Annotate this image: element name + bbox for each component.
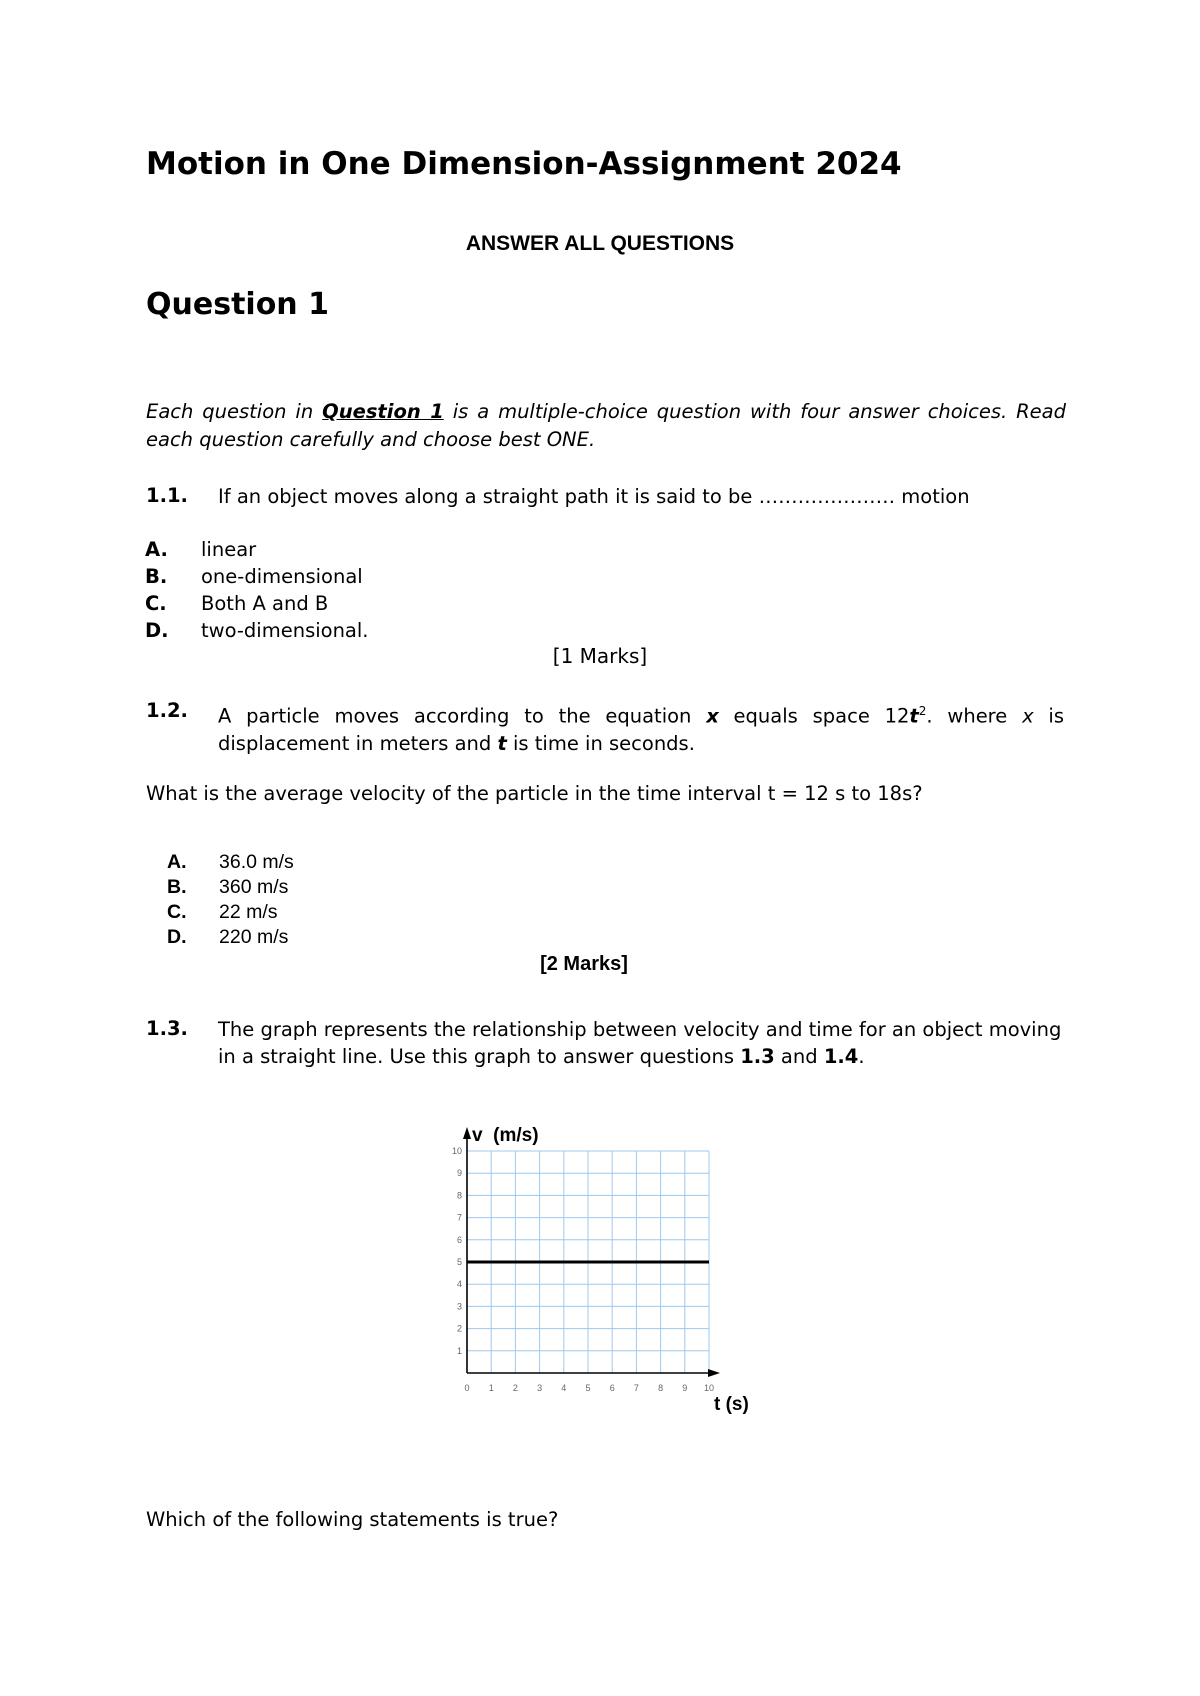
x-tick-label: 1 [488, 1383, 494, 1393]
y-tick-label: 3 [456, 1301, 462, 1312]
question-number-1-1: 1.1. [146, 484, 188, 507]
y-tick-label: 9 [456, 1168, 462, 1179]
x-tick-label: 7 [633, 1383, 639, 1393]
q12-text-b: equals space 12 [718, 704, 910, 728]
option-letter: D. [145, 619, 169, 642]
y-tick-label: 2 [456, 1323, 462, 1334]
option-text: 22 m/s [219, 901, 278, 923]
option-text: linear [201, 538, 257, 561]
option-text: 220 m/s [219, 926, 289, 948]
q12-text-a: A particle moves according to the equation [218, 704, 707, 728]
intro-text-after: is a multiple-choice question with four answer choices. Read each question carefully and choose best ONE. [146, 400, 1066, 451]
option-text: one-dimensional [201, 565, 363, 588]
graph-axes [463, 1127, 720, 1377]
q12-text-c: . where [926, 704, 1023, 728]
intro-question-ref: Question 1 [322, 400, 444, 423]
y-tick-label: 10 [451, 1146, 462, 1156]
option-letter: B. [145, 565, 168, 588]
q12-exponent: 2 [918, 704, 927, 718]
option-letter: A. [167, 851, 187, 873]
question-subtext-1-2: What is the average velocity of the particle in the time interval t = 12 s to 18s? [146, 782, 923, 805]
document-title: Motion in One Dimension-Assignment 2024 [146, 146, 902, 182]
y-tick-label: 4 [456, 1279, 462, 1290]
q13-text-c: . [858, 1045, 865, 1068]
q13-ref-1-3: 1.3 [740, 1045, 775, 1068]
y-tick-label: 1 [456, 1345, 462, 1356]
question-text-1-1: If an object moves along a straight path it is said to be ………………… motion [218, 485, 970, 508]
marks-1-2: [2 Marks] [540, 953, 628, 975]
section-heading: Question 1 [146, 287, 329, 322]
x-tick-label: 3 [537, 1383, 543, 1393]
y-tick-label: 5 [456, 1257, 462, 1267]
question-number-1-3: 1.3. [146, 1017, 188, 1040]
x-axis-label: t (s) [714, 1394, 749, 1415]
x-tick-label: 2 [512, 1383, 518, 1393]
question-prompt-1-3: Which of the following statements is true? [146, 1508, 559, 1531]
y-axis-arrow [463, 1127, 471, 1139]
x-axis-arrow [708, 1369, 720, 1377]
marks-1-1: [1 Marks] [552, 644, 648, 668]
y-tick-label: 7 [456, 1212, 462, 1223]
x-tick-label: 10 [703, 1383, 715, 1393]
x-tick-label: 5 [585, 1383, 591, 1393]
x-tick-label: 0 [464, 1383, 470, 1393]
q12-var-t-bold: t [497, 731, 507, 755]
option-letter: A. [145, 538, 168, 561]
option-text: 360 m/s [219, 876, 289, 898]
y-tick-label: 6 [456, 1234, 462, 1245]
q13-ref-1-4: 1.4 [823, 1045, 859, 1068]
option-text: two-dimensional. [201, 619, 369, 642]
option-letter: D. [167, 926, 187, 948]
q12-text-e: is time in seconds. [506, 731, 695, 755]
q12-text-d: is displacement in meters and [218, 704, 1064, 755]
x-tick-label: 6 [609, 1383, 615, 1393]
q12-var-t: t [909, 704, 919, 728]
instruction-heading: ANSWER ALL QUESTIONS [465, 232, 735, 255]
option-letter: C. [167, 901, 187, 923]
q13-text-a: The graph represents the relationship between velocity and time for an object moving in a straight line. Use this graph to answer questions [218, 1018, 1062, 1068]
q12-var-x-bold: x [706, 704, 719, 728]
option-letter: B. [167, 876, 187, 898]
x-tick-label: 8 [658, 1383, 664, 1393]
question-number-1-2: 1.2. [146, 699, 188, 722]
option-text: 36.0 m/s [219, 851, 294, 873]
q13-text-b: and [774, 1045, 824, 1068]
option-text: Both A and B [201, 592, 329, 615]
option-letter: C. [145, 592, 167, 615]
y-axis-label: v (m/s) [472, 1125, 539, 1146]
x-tick-label: 9 [682, 1383, 688, 1393]
q12-var-x-italic: x [1022, 704, 1034, 728]
y-tick-label: 8 [456, 1190, 462, 1201]
x-tick-label: 4 [561, 1383, 567, 1393]
intro-text-before: Each question in [146, 400, 323, 423]
